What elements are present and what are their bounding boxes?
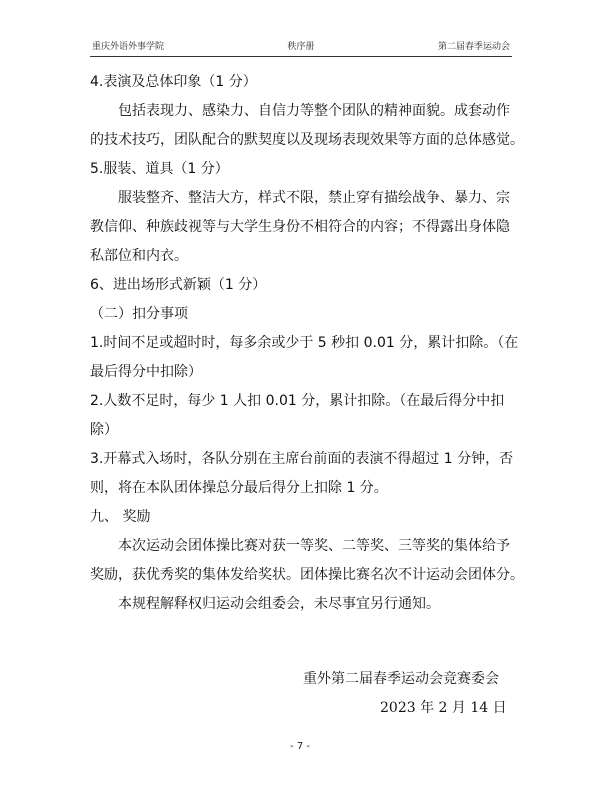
- body-line: 包括表现力、感染力、自信力等整个团队的精神面貌。成套动作: [118, 103, 510, 119]
- body-line: 4.表演及总体印象（1 分）: [90, 74, 257, 90]
- body-line: 则，将在本队团体操总分最后得分上扣除 1 分。: [90, 480, 388, 496]
- body-line: 6、进出场形式新颖（1 分）: [90, 277, 267, 293]
- page-header: [90, 38, 512, 57]
- body-line: 本规程解释权归运动会组委会，未尽事宜另行通知。: [118, 596, 440, 612]
- body-line: 3.开幕式入场时，各队分别在主席台前面的表演不得超过 1 分钟，否: [90, 451, 514, 467]
- body-line: 5.服装、道具（1 分）: [90, 161, 229, 177]
- body-line: 本次运动会团体操比赛对获一等奖、二等奖、三等奖的集体给予: [118, 538, 510, 554]
- body-line: （二）扣分事项: [90, 306, 188, 322]
- body-line: 教信仰、种族歧视等与大学生身份不相符合的内容；不得露出身体隐: [90, 219, 510, 235]
- body-line: 奖励，获优秀奖的集体发给奖状。团体操比赛名次不计运动会团体分。: [90, 567, 524, 583]
- header-doc-title: 秩序册: [287, 42, 315, 52]
- body-line: 1.时间不足或超时时，每多余或少于 5 秒扣 0.01 分，累计扣除。（在: [90, 335, 519, 351]
- signature-org: 重外第二届春季运动会竞赛委会: [303, 671, 499, 687]
- body-line: 的技术技巧，团队配合的默契度以及现场表现效果等方面的总体感觉。: [90, 132, 524, 148]
- body-line: 最后得分中扣除）: [90, 364, 202, 380]
- document-body: [90, 68, 524, 619]
- body-line: 服装整齐、整洁大方，样式不限，禁止穿有描绘战争、暴力、宗: [118, 190, 510, 206]
- page-number: - 7 -: [290, 741, 310, 752]
- signature-date: 2023 年 2 月 14 日: [380, 700, 507, 716]
- body-line: 九、 奖励: [90, 509, 151, 525]
- header-event: 第二届春季运动会: [437, 42, 510, 52]
- body-line: 除）: [90, 422, 118, 438]
- body-line: 2.人数不足时，每少 1 人扣 0.01 分，累计扣除。（在最后得分中扣: [90, 393, 505, 409]
- body-line: 私部位和内衣。: [90, 248, 188, 264]
- header-school: 重庆外语外事学院: [92, 42, 165, 52]
